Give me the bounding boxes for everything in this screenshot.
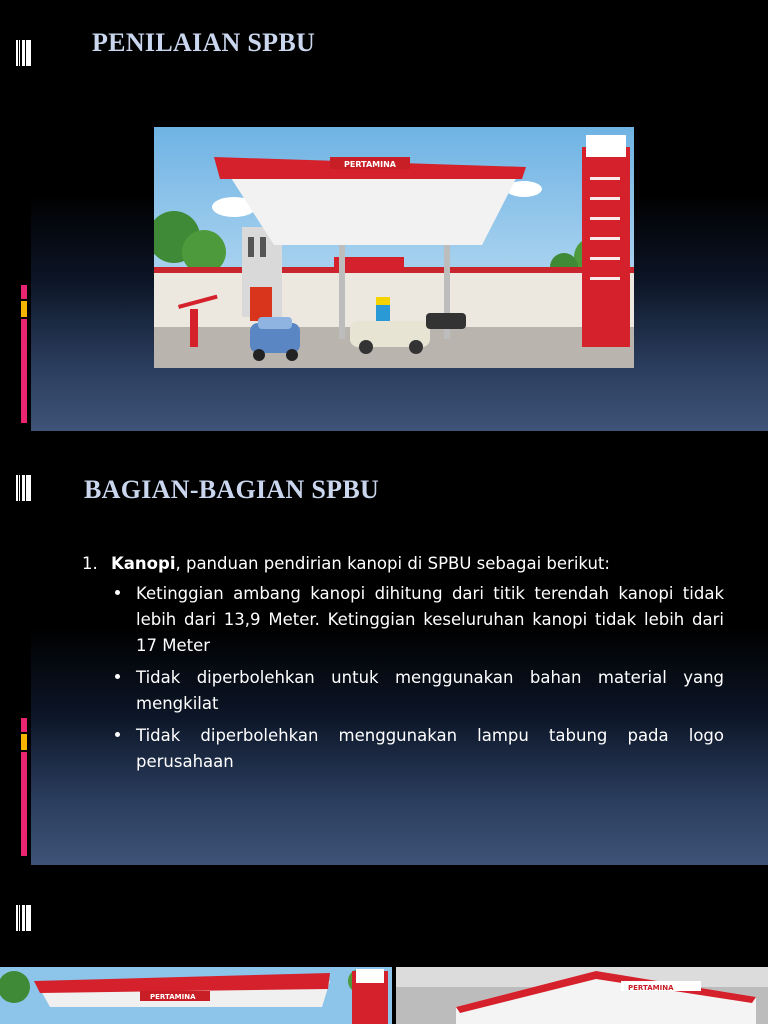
item-text: , panduan pendirian kanopi di SPBU sebagai berikut: bbox=[175, 554, 610, 573]
numbered-item bbox=[82, 551, 724, 577]
pertamina-brand: PERTAMINA bbox=[628, 984, 674, 992]
gas-station-photo-right bbox=[396, 967, 768, 1024]
slide-content bbox=[82, 551, 724, 781]
slide-edge-stripe bbox=[21, 301, 27, 317]
bullet-item: Tidak diperbolehkan menggunakan lampu tabung pada logo perusahaan bbox=[111, 723, 724, 775]
slide-edge-stripe bbox=[21, 319, 27, 423]
gas-station-photo-left bbox=[0, 967, 392, 1024]
bullet-item: Ketinggian ambang kanopi dihitung dari titik terendah kanopi tidak lebih dari 13,9 Meter. Ketinggian keseluruhan kanopi tidak lebih dari 17 Meter bbox=[111, 581, 724, 659]
slide-edge-stripe bbox=[21, 734, 27, 750]
slide-edge-marker bbox=[16, 40, 31, 66]
pertamina-brand: PERTAMINA bbox=[344, 160, 396, 169]
bullet-list bbox=[82, 581, 724, 775]
slide-edge-marker bbox=[16, 905, 31, 931]
gas-station-photo bbox=[154, 127, 634, 368]
pertamina-brand: PERTAMINA bbox=[150, 993, 196, 1001]
slide-edge-stripe bbox=[21, 285, 27, 299]
slide-title: BAGIAN-BAGIAN SPBU bbox=[84, 475, 380, 504]
item-heading bbox=[111, 551, 610, 577]
slide-edge-stripe bbox=[21, 718, 27, 732]
slide-edge-marker bbox=[16, 475, 31, 501]
item-number: 1. bbox=[82, 554, 98, 573]
slide-title: PENILAIAN SPBU bbox=[92, 28, 316, 57]
slide-edge-stripe bbox=[21, 752, 27, 856]
item-term: Kanopi bbox=[111, 554, 176, 573]
slide-bagian-bagian-spbu bbox=[31, 433, 768, 865]
bullet-item: Tidak diperbolehkan untuk menggunakan bahan material yang mengkilat bbox=[111, 665, 724, 717]
slide-penilaian-spbu bbox=[31, 0, 768, 431]
